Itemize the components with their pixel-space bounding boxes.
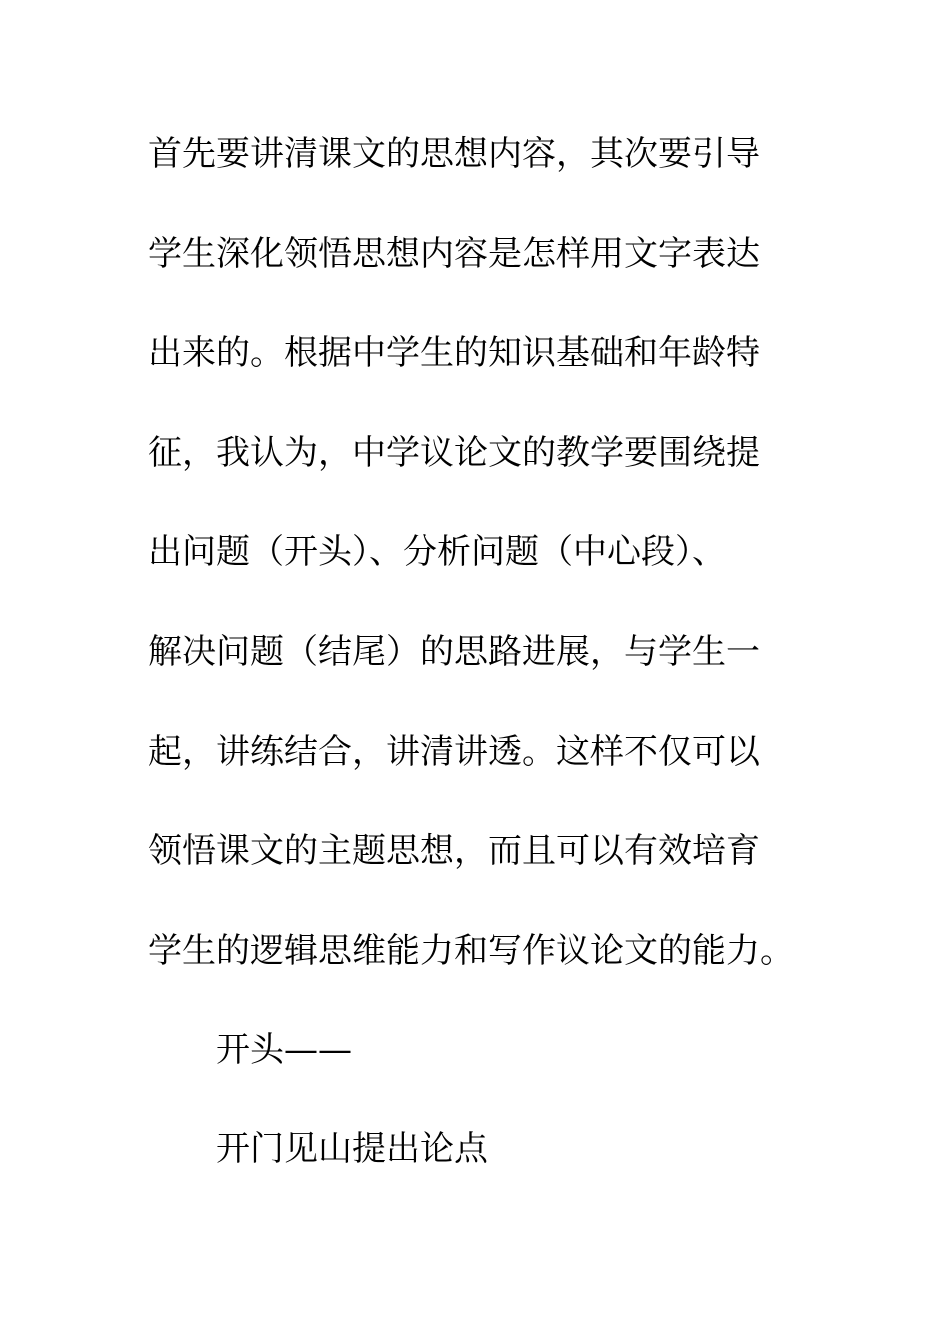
body-paragraph (148, 124, 808, 1020)
paragraph-line: 起，讲练结合，讲清讲透。这样不仅可以 (148, 731, 760, 772)
paragraph-line: 学生深化领悟思想内容是怎样用文字表达 (148, 233, 760, 274)
paragraph-line: 首先要讲清课文的思想内容，其次要引导 (148, 134, 760, 174)
paragraph-line: 出来的。根据中学生的知识基础和年龄特 (148, 333, 760, 374)
section-heading-block (216, 1020, 816, 1218)
paragraph-line: 领悟课文的主题思想，而且可以有效培育 (148, 831, 760, 872)
section-heading: 开头—— (216, 1030, 352, 1070)
section-subheading: 开门见山提出论点 (216, 1129, 488, 1169)
paragraph-line: 出问题（开头）、分析问题（中心段）、 (148, 532, 726, 573)
paragraph-line: 学生的逻辑思维能力和写作议论文的能力。 (148, 930, 794, 971)
paragraph-line: 征，我认为，中学议论文的教学要围绕提 (148, 432, 760, 473)
paragraph-line: 解决问题（结尾）的思路进展，与学生一 (148, 631, 760, 672)
